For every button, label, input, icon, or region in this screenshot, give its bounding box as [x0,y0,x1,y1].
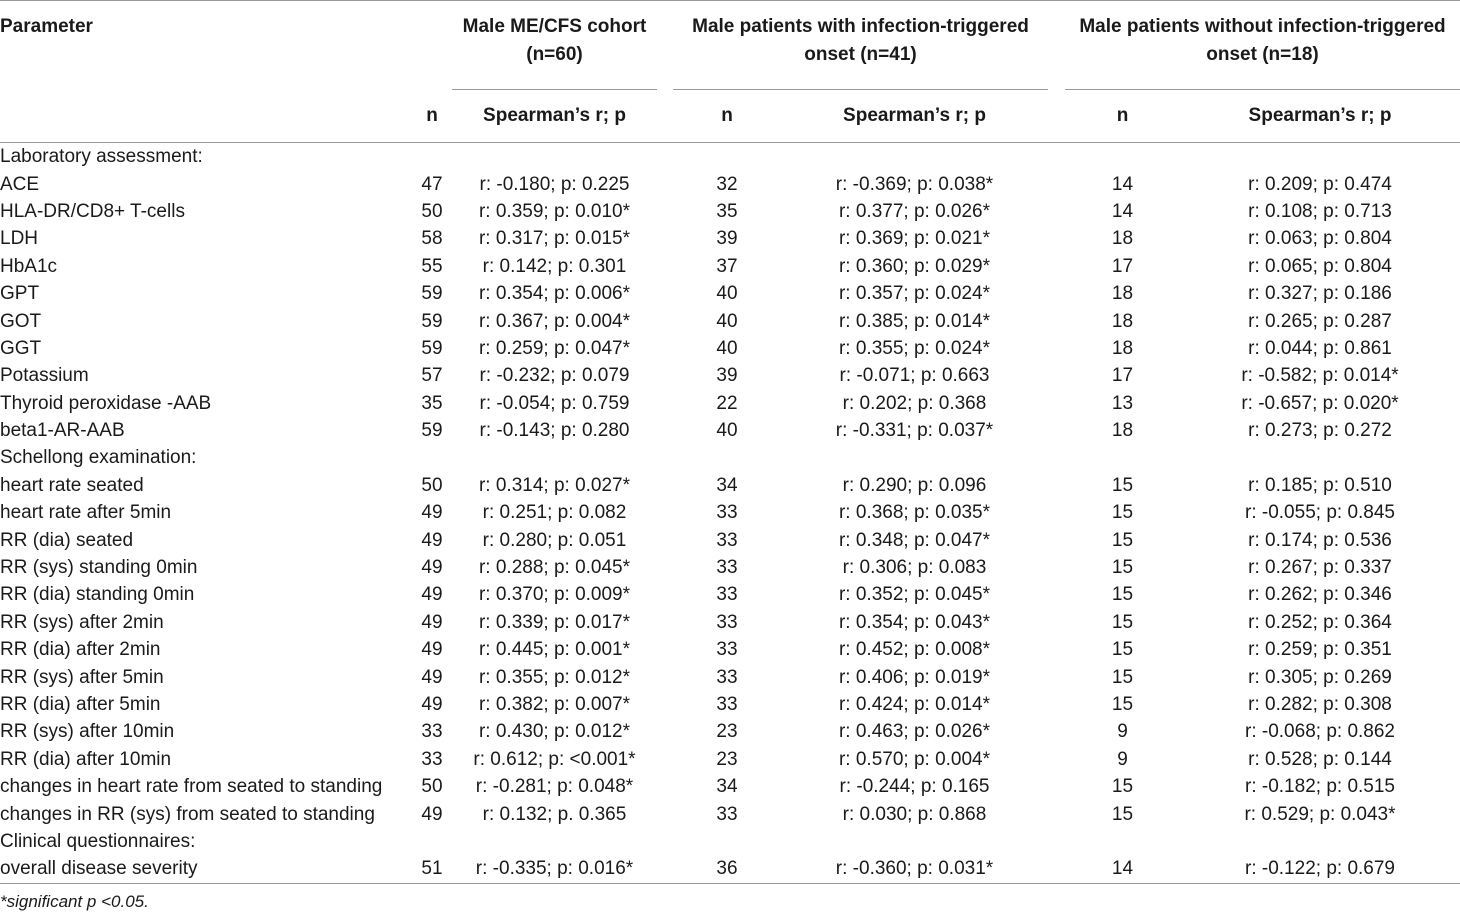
n-cell: 33 [716,584,738,606]
n-cell: 18 [1111,228,1134,250]
n-cell: 33 [421,721,443,743]
spearman-cell: r: 0.529; p: 0.043* [1244,803,1396,825]
parameter-cell: RR (sys) after 5min [0,666,164,688]
spearman-cell: r: -0.335; p: 0.016* [475,858,634,880]
table-row [0,663,1460,690]
spearman-cell: r: 0.445; p: 0.001* [478,639,631,661]
parameter-cell: heart rate seated [0,474,144,496]
table-row [0,718,1460,745]
n-cell: 33 [716,611,738,633]
parameter-cell: HLA-DR/CD8+ T-cells [0,200,185,222]
section-label: Schellong examination: [0,447,197,469]
n-cell: 33 [716,666,738,688]
n-cell: 18 [1111,283,1134,305]
spearman-cell: r: 0.209; p: 0.474 [1248,173,1392,195]
section-row [0,444,1460,471]
table-row [0,472,1460,499]
spearman-cell: r: -0.281; p: 0.048* [475,776,634,798]
spearman-cell: r: 0.382; p: 0.007* [478,694,631,715]
table-row [0,307,1460,334]
spearman-cell: r: -0.657; p: 0.020* [1241,392,1399,414]
spearman-cell: r: -0.582; p: 0.014* [1241,365,1399,387]
n-cell: 59 [421,283,443,305]
table-row [0,417,1460,444]
table-row [0,636,1460,663]
parameter-header: Parameter [0,1,412,90]
table-row [0,581,1460,608]
parameter-cell: Potassium [0,365,89,387]
spearman-cell: r: 0.174; p: 0.536 [1248,529,1392,551]
spearman-cell: r: 0.262; p: 0.346 [1248,584,1392,606]
n-cell: 49 [421,502,443,524]
n-cell: 49 [421,557,443,579]
n-cell: 40 [716,337,738,359]
spearman-cell: r: 0.348; p: 0.047* [838,529,991,551]
table-row [0,609,1460,636]
spearman-cell: r: 0.355; p: 0.012* [478,666,631,688]
spearman-cell: r: 0.463; p: 0.026* [838,721,991,743]
n-cell: 34 [716,776,738,798]
n-cell: 35 [716,200,738,222]
n-cell: 40 [716,420,738,442]
spearman-cell: r: 0.406; p: 0.019* [838,666,991,688]
n-header: n [721,105,733,126]
spearman-cell: r: 0.317; p: 0.015* [478,228,631,250]
spearman-cell: r: 0.063; p: 0.804 [1248,228,1392,250]
spearman-cell: r: -0.122; p: 0.679 [1245,858,1395,880]
n-header: n [426,104,438,126]
spearman-cell: r: 0.202; p: 0.368 [842,392,987,414]
spearman-cell: r: -0.068; p: 0.862 [1245,721,1395,743]
n-cell: 49 [421,529,443,551]
n-cell: 32 [716,173,738,195]
n-cell: 39 [716,228,738,250]
n-cell: 15 [1111,474,1134,496]
n-cell: 15 [1111,611,1134,633]
table-row [0,225,1460,252]
spearman-cell: r: 0.385; p: 0.014* [838,310,991,332]
section-row [0,828,1460,855]
n-cell: 35 [421,392,443,414]
parameter-cell: RR (dia) standing 0min [0,584,195,606]
parameter-cell: RR (dia) after 5min [0,694,161,715]
header-row-sub [0,90,1460,143]
section-label: Laboratory assessment: [0,146,203,168]
n-cell: 14 [1111,858,1134,880]
table-row [0,855,1460,883]
spearman-cell: r: -0.054; p: 0.759 [479,392,630,414]
n-cell: 49 [421,639,443,661]
n-cell: 15 [1111,584,1134,606]
spearman-cell: r: 0.288; p: 0.045* [478,557,631,579]
n-cell: 17 [1111,365,1134,387]
spearman-cell: r: 0.267; p: 0.337 [1248,557,1392,579]
table-row [0,773,1460,800]
n-cell: 15 [1111,502,1134,524]
n-cell: 37 [716,255,738,277]
spearman-cell: r: 0.354; p: 0.043* [838,611,991,633]
spearman-cell: r: 0.570; p: 0.004* [838,748,991,770]
spearman-header: Spearman’s r; p [1248,105,1392,126]
spearman-cell: r: 0.280; p: 0.051 [482,529,627,551]
n-header: n [1116,105,1129,126]
spearman-cell: r: 0.327; p: 0.186 [1248,283,1392,305]
group-header-no-infection: Male patients without infection-triggered onset (n=18) [1065,1,1460,90]
spearman-cell: r: 0.424; p: 0.014* [838,694,991,715]
table-row [0,390,1460,417]
spearman-header: Spearman’s r; p [483,105,626,126]
spearman-cell: r: -0.244; p: 0.165 [839,776,990,798]
parameter-cell: changes in RR (sys) from seated to standing [0,803,375,825]
spearman-cell: r: 0.369; p: 0.021* [838,228,991,250]
parameter-cell: RR (sys) after 2min [0,611,164,633]
table-row [0,746,1460,773]
parameter-cell: beta1-AR-AAB [0,420,125,442]
spearman-cell: r: -0.143; p: 0.280 [479,420,630,442]
n-cell: 57 [421,365,443,387]
n-cell: 49 [421,584,443,606]
table-row [0,335,1460,362]
spearman-cell: r: 0.370; p: 0.009* [478,584,631,606]
table-row [0,253,1460,280]
n-cell: 15 [1111,557,1134,579]
n-cell: 15 [1111,803,1134,825]
spearman-cell: r: 0.030; p: 0.868 [842,803,987,825]
n-cell: 50 [421,474,443,496]
header-row-groups [0,1,1460,90]
n-cell: 13 [1111,392,1134,414]
spearman-cell: r: -0.360; p: 0.031* [835,858,994,880]
n-cell: 17 [1111,255,1134,277]
spearman-cell: r: -0.331; p: 0.037* [835,420,994,442]
n-cell: 50 [421,776,443,798]
n-cell: 55 [421,255,443,277]
parameter-cell: RR (sys) after 10min [0,721,175,743]
spearman-header: Spearman’s r; p [843,105,986,126]
spearman-cell: r: 0.259; p: 0.351 [1248,639,1392,661]
table-row [0,554,1460,581]
spearman-cell: r: 0.377; p: 0.026* [838,200,991,222]
spearman-cell: r: 0.368; p: 0.035* [838,502,991,524]
spearman-cell: r: 0.142; p: 0.301 [482,255,627,277]
spearman-cell: r: -0.071; p: 0.663 [839,365,990,387]
spearman-cell: r: 0.367; p: 0.004* [478,310,631,332]
spearman-cell: r: 0.354; p: 0.006* [478,283,631,305]
n-cell: 33 [421,748,443,770]
parameter-cell: ACE [0,173,40,195]
n-cell: 23 [716,748,738,770]
spearman-cell: r: -0.369; p: 0.038* [835,173,994,195]
n-cell: 33 [716,803,738,825]
spearman-cell: r: 0.359; p: 0.010* [478,200,631,222]
spearman-cell: r: -0.182; p: 0.515 [1245,776,1395,798]
table-row [0,526,1460,553]
n-cell: 49 [421,803,443,825]
parameter-cell: LDH [0,228,39,250]
spearman-cell: r: 0.252; p: 0.364 [1248,611,1392,633]
n-cell: 49 [421,611,443,633]
table-row [0,198,1460,225]
footnote: *significant p <0.05. [0,883,1460,912]
n-cell: 18 [1111,337,1134,359]
table-row [0,800,1460,827]
spearman-cell: r: 0.339; p: 0.017* [478,611,631,633]
n-cell: 22 [716,392,738,414]
spearman-cell: r: 0.065; p: 0.804 [1248,255,1392,277]
parameter-cell: Thyroid peroxidase -AAB [0,392,212,414]
spearman-cell: r: 0.305; p: 0.269 [1248,666,1392,688]
n-cell: 36 [716,858,738,880]
parameter-cell: RR (dia) seated [0,529,134,551]
spearman-cell: r: 0.259; p: 0.047* [478,337,631,359]
spearman-cell: r: 0.357; p: 0.024* [838,283,991,305]
table-row [0,280,1460,307]
spearman-cell: r: 0.273; p: 0.272 [1248,420,1392,442]
parameter-cell: overall disease severity [0,858,198,880]
n-cell: 9 [1117,748,1128,770]
spearman-cell: r: 0.355; p: 0.024* [838,337,991,359]
n-cell: 33 [716,557,738,579]
parameter-cell: GGT [0,337,42,359]
spearman-cell: r: -0.232; p: 0.079 [479,365,630,387]
n-cell: 40 [716,283,738,305]
table-row [0,691,1460,718]
section-row [0,143,1460,170]
n-cell: 39 [716,365,738,387]
spearman-cell: r: 0.185; p: 0.510 [1248,474,1392,496]
n-cell: 9 [1117,721,1128,743]
n-cell: 34 [716,474,738,496]
n-cell: 15 [1111,639,1134,661]
spearman-cell: r: 0.290; p: 0.096 [842,474,987,496]
spearman-cell: r: 0.282; p: 0.308 [1248,694,1392,715]
parameter-cell: GOT [0,310,42,332]
table-row [0,362,1460,389]
spearman-cell: r: 0.452; p: 0.008* [838,639,991,661]
section-label: Clinical questionnaires: [0,830,196,852]
parameter-cell: RR (dia) after 2min [0,639,161,661]
n-cell: 18 [1111,310,1134,332]
n-cell: 50 [421,200,443,222]
spearman-cell: r: 0.132; p. 0.365 [482,803,627,825]
spearman-cell: r: -0.055; p: 0.845 [1245,502,1395,524]
parameter-cell: GPT [0,283,40,305]
spearman-cell: r: 0.314; p: 0.027* [478,474,631,496]
spearman-cell: r: 0.528; p: 0.144 [1248,748,1392,770]
n-cell: 47 [421,173,443,195]
table-body [0,143,1460,883]
spearman-cell: r: 0.352; p: 0.045* [838,584,991,606]
n-cell: 40 [716,310,738,332]
spearman-cell: r: 0.251; p: 0.082 [482,502,627,524]
spearman-cell: r: 0.360; p: 0.029* [838,255,991,277]
parameter-cell: heart rate after 5min [0,502,172,524]
n-cell: 14 [1111,200,1134,222]
parameter-cell: RR (dia) after 10min [0,748,172,770]
spearman-cell: r: 0.612; p: <0.001* [473,748,636,770]
spearman-cell: r: 0.265; p: 0.287 [1248,310,1392,332]
table-row [0,499,1460,526]
n-cell: 58 [421,228,443,250]
n-cell: 49 [421,694,443,715]
spearman-cell: r: 0.306; p: 0.083 [842,557,987,579]
spearman-cell: r: 0.108; p: 0.713 [1248,200,1392,222]
n-cell: 33 [716,502,738,524]
n-cell: 33 [716,529,738,551]
n-cell: 49 [421,666,443,688]
n-cell: 33 [716,694,738,715]
n-cell: 59 [421,310,443,332]
n-cell: 15 [1111,694,1134,715]
parameter-cell: changes in heart rate from seated to standing [0,776,383,798]
group-header-infection: Male patients with infection-triggered onset (n=41) [673,1,1048,90]
n-cell: 18 [1111,420,1134,442]
spearman-cell: r: 0.044; p: 0.861 [1248,337,1392,359]
spearman-cell: r: -0.180; p: 0.225 [479,173,630,195]
n-cell: 33 [716,639,738,661]
n-cell: 59 [421,337,443,359]
group-header-total: Male ME/CFS cohort (n=60) [452,1,657,90]
spearman-cell: r: 0.430; p: 0.012* [478,721,631,743]
n-cell: 15 [1111,776,1134,798]
n-cell: 51 [421,858,443,880]
n-cell: 23 [716,721,738,743]
parameter-cell: RR (sys) standing 0min [0,557,198,579]
n-cell: 59 [421,420,443,442]
table-row [0,170,1460,197]
n-cell: 15 [1111,666,1134,688]
n-cell: 15 [1111,529,1134,551]
n-cell: 14 [1111,173,1134,195]
parameter-cell: HbA1c [0,255,58,277]
